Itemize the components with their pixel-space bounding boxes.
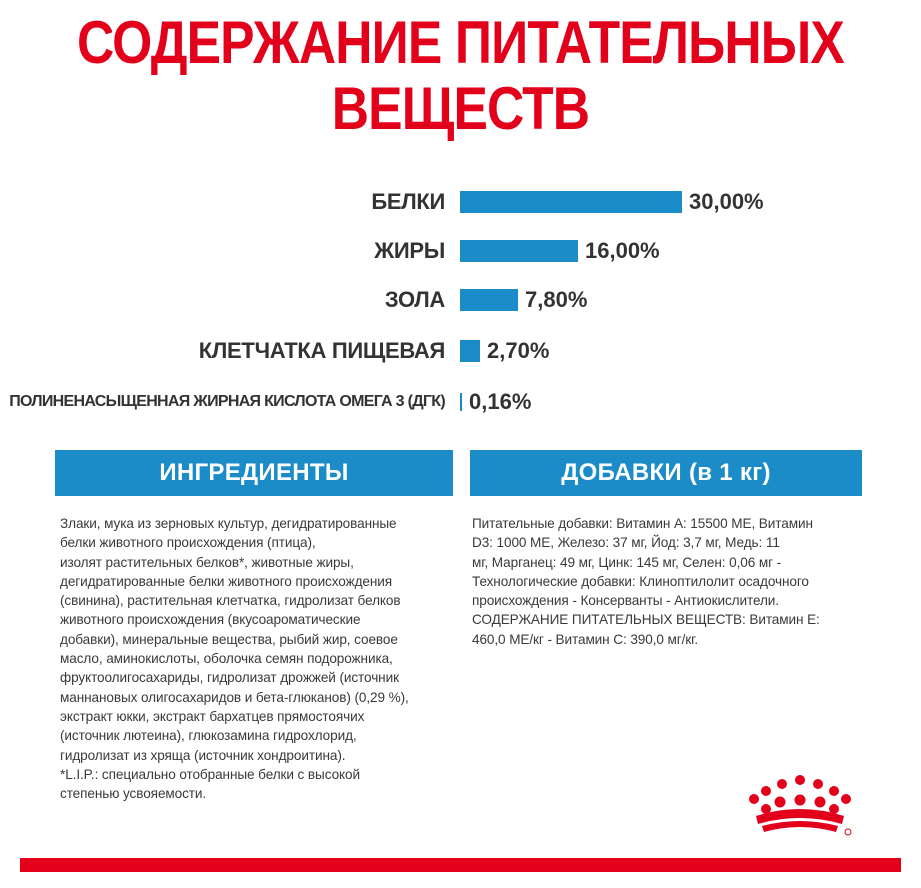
nutrient-value: 7,80% <box>525 287 588 312</box>
nutrient-bar <box>460 191 682 213</box>
additives-header: ДОБАВКИ (в 1 кг) <box>470 450 862 496</box>
text-line: животного происхождения (вкусоароматические <box>60 612 361 628</box>
nutrient-row-fat <box>0 234 921 268</box>
text-line: мг, Марганец: 49 мг, Цинк: 145 мг, Селен: 0,06 мг - <box>472 554 782 570</box>
text-line: *L.I.P.: специально отобранные белки с высокой <box>60 766 360 782</box>
nutrient-row-protein <box>0 185 921 219</box>
text-line: (свинина), растительная клетчатка, гидролизат белков <box>60 593 401 609</box>
additives-text <box>472 514 872 649</box>
text-line: маннановых олигосахаридов и бета-глюканов) (0,29 %), <box>60 689 409 705</box>
text-line: Питательные добавки: Витамин А: 15500 МЕ, Витамин <box>472 516 813 531</box>
crown-icon <box>742 772 858 838</box>
text-line: гидролизат из хряща (источник хондроитина). <box>60 747 346 763</box>
text-line: Технологические добавки: Клиноптилолит осадочного <box>472 573 809 589</box>
nutrient-label: ЗОЛА <box>384 287 445 312</box>
text-line: СОДЕРЖАНИЕ ПИТАТЕЛЬНЫХ ВЕЩЕСТВ: Витамин Е: <box>472 612 820 628</box>
text-line: степенью усвояемости. <box>60 786 207 802</box>
nutrient-value: 30,00% <box>689 189 764 214</box>
nutrient-label: ЖИРЫ <box>374 238 445 263</box>
text-line: D3: 1000 МЕ, Железо: 37 мг, Йод: 3,7 мг, Медь: 11 <box>472 535 780 551</box>
text-line: (источник лютеина), глюкозамина гидрохлорид, <box>60 728 357 744</box>
nutrient-bar <box>460 289 518 311</box>
text-line: экстракт юкки, экстракт бархатцев прямостоячих <box>60 708 365 724</box>
nutrient-bar <box>460 240 578 262</box>
nutrient-row-ash <box>0 283 921 317</box>
bottom-divider <box>20 858 901 872</box>
nutrient-bar <box>460 340 480 362</box>
page-title <box>64 10 856 142</box>
text-line: дегидратированные белки животного происхождения <box>60 573 393 589</box>
nutrient-label: КЛЕТЧАТКА ПИЩЕВАЯ <box>198 338 445 363</box>
nutrient-label: БЕЛКИ <box>371 189 445 214</box>
ingredients-header: ИНГРЕДИЕНТЫ <box>55 450 453 496</box>
text-line: добавки), минеральные вещества, рыбий жир, соевое <box>60 631 398 647</box>
text-line: Злаки, мука из зерновых культур, дегидратированные <box>60 516 397 531</box>
nutrient-value: 16,00% <box>585 238 660 263</box>
page-title-line-1: СОДЕРЖАНИЕ ПИТАТЕЛЬНЫХ <box>76 9 844 76</box>
text-line: фруктоолигосахариды, гидролизат дрожжей (источник <box>60 670 399 686</box>
nutrient-label: ПОЛИНЕНАСЫЩЕННАЯ ЖИРНАЯ КИСЛОТА ОМЕГА 3 (ДГК) <box>9 393 445 410</box>
text-line: белки животного происхождения (птица), <box>60 535 316 551</box>
nutrient-value: 2,70% <box>487 338 550 363</box>
nutrient-bar <box>460 393 462 411</box>
text-line: происхождения - Консерванты - Антиокислители. <box>472 593 779 609</box>
text-line: масло, аминокислоты, оболочка семян подорожника, <box>60 651 393 667</box>
nutrient-value: 0,16% <box>469 389 532 414</box>
page-title-line-2: ВЕЩЕСТВ <box>331 75 590 142</box>
text-line: изолят растительных белков*, животные жиры, <box>60 554 354 570</box>
ingredients-text <box>60 514 450 803</box>
nutrient-row-omega3 <box>0 385 921 419</box>
nutrient-row-fiber <box>0 334 921 368</box>
text-line: 460,0 МЕ/кг - Витамин С: 390,0 мг/кг. <box>472 631 699 647</box>
